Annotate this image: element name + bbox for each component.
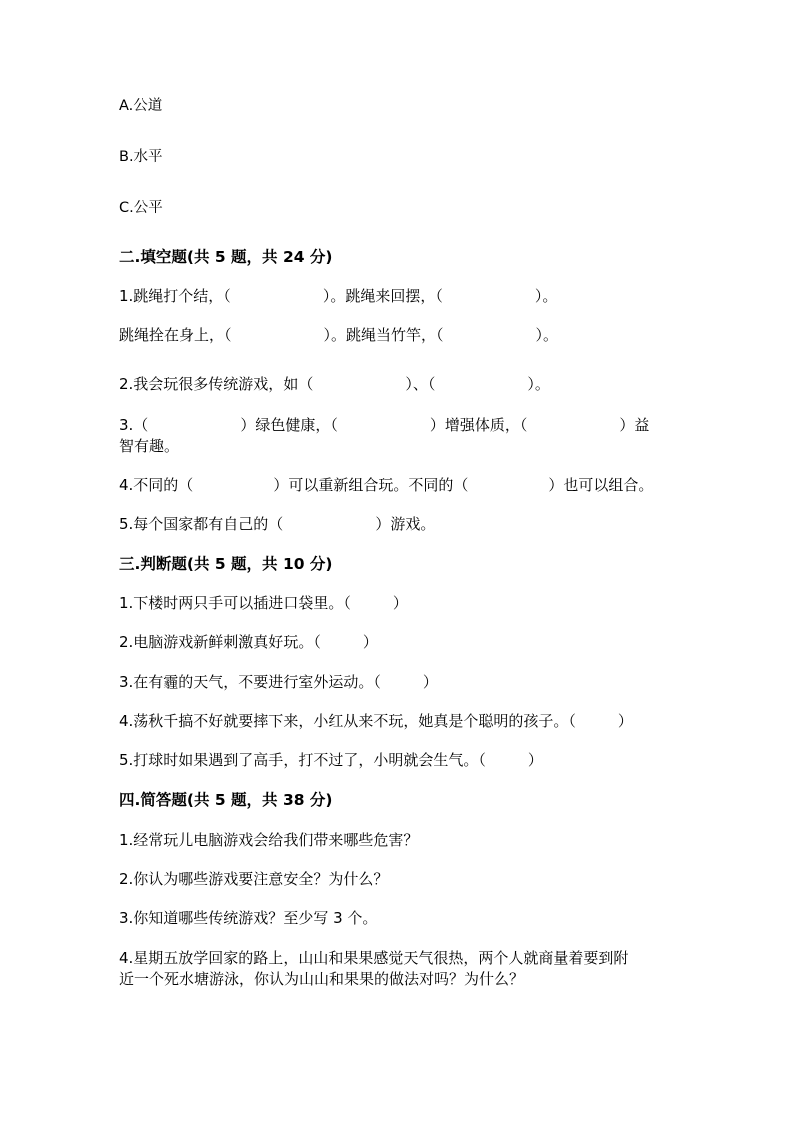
- fill-question-1b: 跳绳拴在身上，（ ）。跳绳当竹竿，（ ）。: [119, 326, 559, 344]
- short-question-1: 1.经常玩儿电脑游戏会给我们带来哪些危害？: [119, 831, 419, 849]
- option-a: A.公道: [119, 98, 163, 114]
- fill-question-2: 2.我会玩很多传统游戏，如（ ）、（ ）。: [119, 375, 550, 393]
- option-b: B.水平: [119, 149, 163, 165]
- short-question-4b: 近一个死水塘游泳，你认为山山和果果的做法对吗？为什么？: [119, 970, 525, 988]
- judge-question-5: 5.打球时如果遇到了高手，打不过了，小明就会生气。（ ）: [119, 751, 543, 769]
- fill-question-4: 4.不同的（ ）可以重新组合玩。不同的（ ）也可以组合。: [119, 476, 654, 494]
- short-question-4a: 4.星期五放学回家的路上，山山和果果感觉天气很热，两个人就商量着要到附: [119, 949, 629, 967]
- fill-question-3: 3.（ ）绿色健康，（ ）增强体质，（ ）益: [119, 416, 650, 434]
- fill-question-5: 5.每个国家都有自己的（ ）游戏。: [119, 515, 436, 533]
- fill-question-3-cont: 智有趣。: [119, 437, 180, 455]
- judge-question-1: 1.下楼时两只手可以插进口袋里。（ ）: [119, 594, 408, 612]
- section-2-title: 二.填空题(共 5 题，共 24 分): [119, 248, 333, 266]
- short-question-3: 3.你知道哪些传统游戏？至少写 3 个。: [119, 909, 378, 927]
- judge-question-2: 2.电脑游戏新鲜刺激真好玩。（ ）: [119, 633, 378, 651]
- fill-question-1a: 1.跳绳打个结，（ ）。跳绳来回摆，（ ）。: [119, 287, 558, 305]
- option-c: C.公平: [119, 200, 163, 216]
- judge-question-3: 3.在有霾的天气，不要进行室外运动。（ ）: [119, 673, 438, 691]
- section-3-title: 三.判断题(共 5 题，共 10 分): [119, 555, 333, 573]
- section-4-title: 四.简答题(共 5 题，共 38 分): [119, 791, 333, 809]
- short-question-2: 2.你认为哪些游戏要注意安全？为什么？: [119, 870, 389, 888]
- judge-question-4: 4.荡秋千搞不好就要摔下来，小红从来不玩，她真是个聪明的孩子。（ ）: [119, 712, 633, 730]
